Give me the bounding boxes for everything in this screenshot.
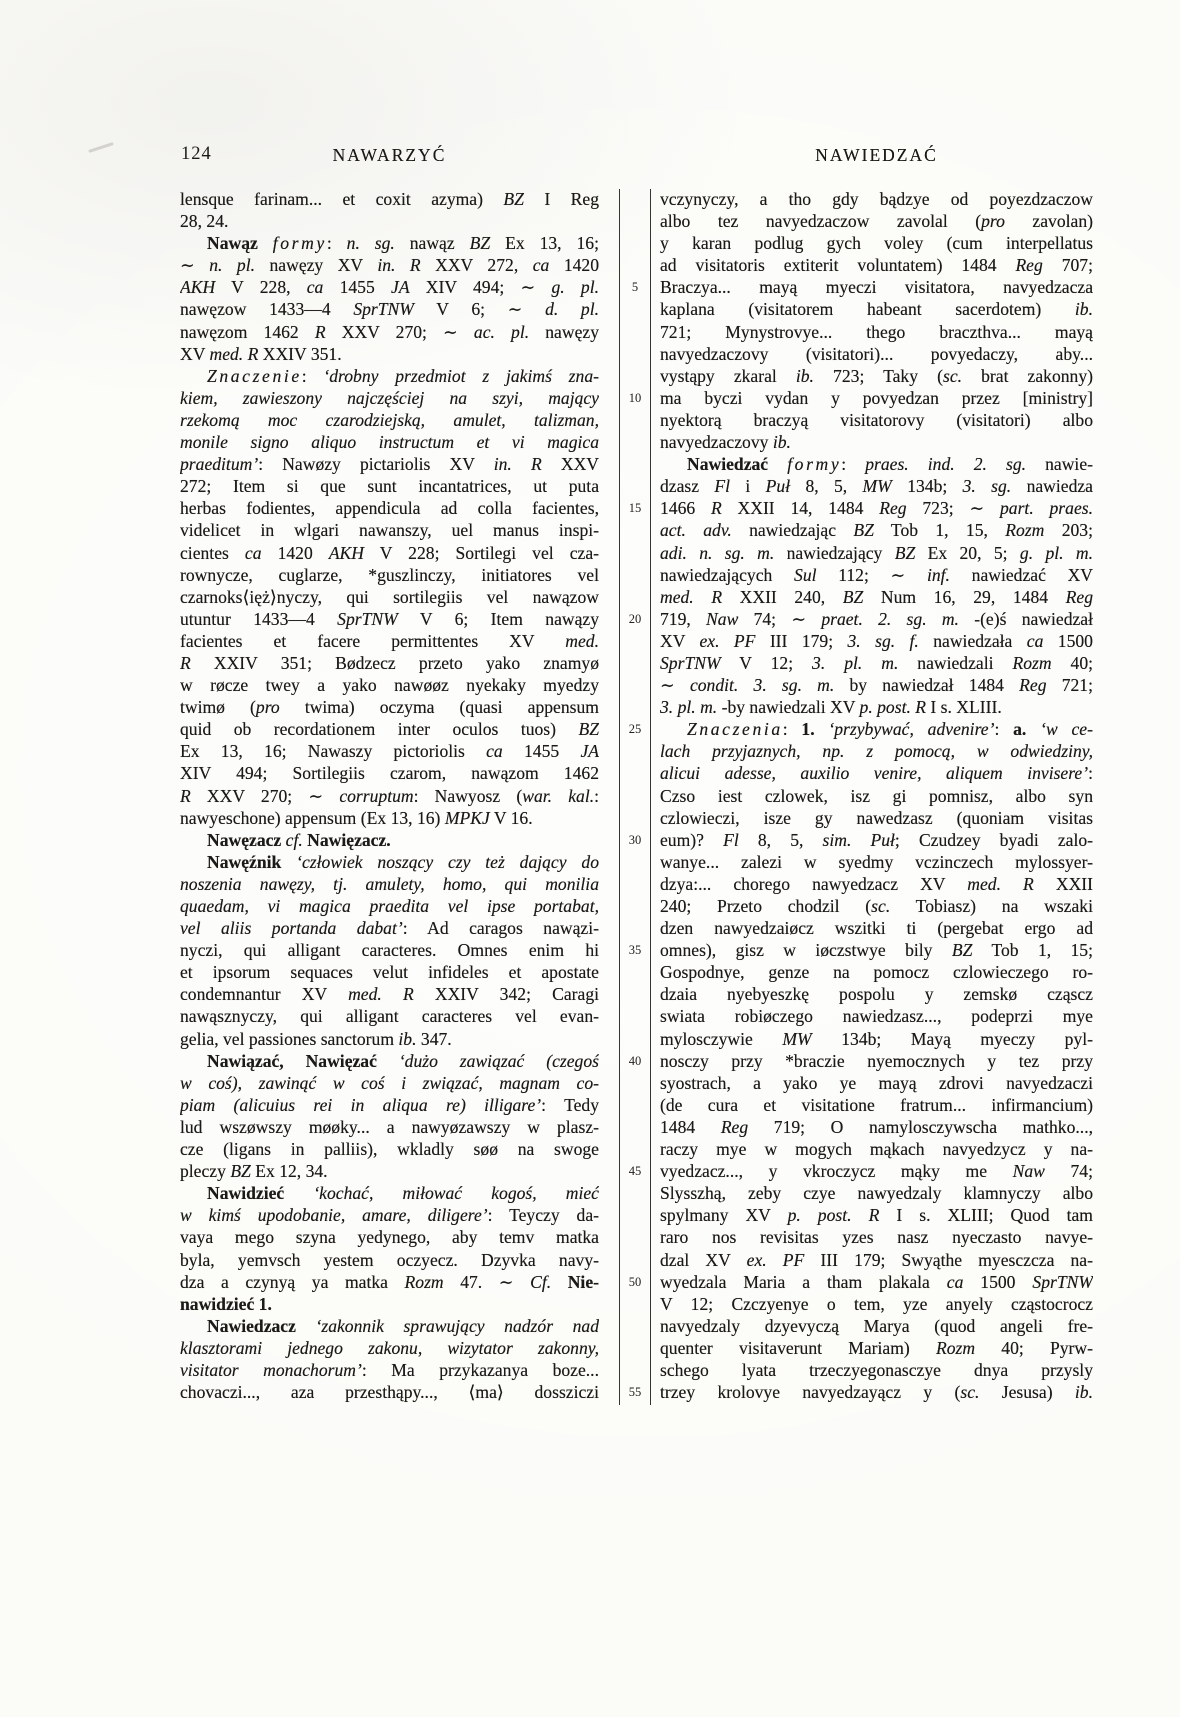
text-line: Nawęźnik ‘człowiek noszący czy też dający do (207, 851, 599, 872)
text-line: noszenia nawęzy, tj. amulety, homo, qui monilia (180, 873, 599, 894)
text-line: et ipsorum sequaces velut infideles et apostate (180, 962, 599, 983)
text-line: eum)? Fl 8, 5, sim. Puł; Czudzey byadi zalo- (660, 829, 1093, 850)
text-line: ∼ n. pl. nawęzy XV in. R XXV 272, ca 1420 (180, 255, 599, 276)
text-line: wyedzala Maria a tham plakala ca 1500 SprTNW (660, 1271, 1093, 1292)
text-line: gelia, vel passiones sanctorum ib. 347. (180, 1028, 452, 1049)
text-line: ∼ condit. 3. sg. m. by nawiedzał 1484 Reg 721; (660, 675, 1093, 696)
text-line: visitator monachorum’: Ma przykazanya boze... (180, 1359, 599, 1380)
text-line: XV med. R XXIV 351. (180, 343, 342, 364)
text-line: klasztorami jednego zakonu, wizytator zakonny, (180, 1337, 599, 1358)
text-line: dzaia nyebyeszkę pospolu y zemskø cząscz (660, 984, 1093, 1005)
text-line: lensque farinam... et coxit azyma) BZ I Reg (180, 189, 599, 209)
text-line: Nawiedzacz ‘zakonnik sprawujący nadzór nad (207, 1315, 599, 1336)
text-line: byla, yemvsch yestem oczyecz. Dzyvka navy- (180, 1249, 599, 1270)
text-line: w røcze twey a yako nawøøz nyekaky myedzy (180, 675, 599, 696)
line-number: 5 (631, 280, 639, 295)
text-line: piam (alicuius rei in aliqua re) illigare’: Tedy (180, 1094, 599, 1115)
text-line: vyedzacz..., y vkroczycz mąky me Naw 74; (660, 1161, 1093, 1182)
text-line: czlowieczi, isze gy nawedzasz (quoniam visitas (660, 807, 1093, 828)
text-line: Czso iest czlowek, isz gi pomnisz, albo syn (660, 785, 1093, 806)
line-number: 10 (628, 390, 642, 405)
text-line: omnes), gisz w iøczstwye bily BZ Tob 1, 15; (660, 940, 1093, 961)
text-line: ad visitatoris extiterit voluntatem) 1484 Reg 707; (660, 255, 1093, 276)
text-line: wanye... zalezi w syedmy vczinczech mylossyer- (660, 851, 1093, 872)
line-number: 20 (628, 611, 642, 626)
line-number: 45 (628, 1164, 642, 1179)
text-line: Nawidzieć ‘kochać, miłować kogoś, mieć (207, 1183, 599, 1204)
text-line: vczynyczy, a tho gdy bądzye od poyezdzaczow (660, 189, 1093, 209)
text-line: Braczya... mayą myeczi visitatora, navyedzacza (660, 277, 1093, 298)
text-line: adi. n. sg. m. nawiedzający BZ Ex 20, 5; g. pl. m. (660, 542, 1093, 563)
page-number: 124 (181, 144, 212, 164)
running-head-right: NAWIEDZAĆ (815, 145, 938, 165)
text-line: quaedam, vi magica praedita vel ipse portabat, (180, 896, 599, 916)
text-line: nosczy przy *braczie nyemocznych y tez przy (660, 1050, 1093, 1071)
text-line: 1484 Reg 719; O namylosczywscha mathko..., (660, 1116, 1093, 1137)
text-line: w kimś upodobanie, amare, diligere’: Teyczy da- (180, 1205, 599, 1226)
running-head-left: NAWARZYĆ (332, 145, 447, 165)
line-number: 35 (628, 943, 642, 958)
text-line: lach przyjaznych, np. z pomocą, w odwiedziny, (660, 741, 1093, 762)
text-line: med. R XXII 240, BZ Num 16, 29, 1484 Reg (660, 586, 1093, 607)
text-line: SprTNW V 12; 3. pl. m. nawiedzali Rozm 40; (660, 652, 1093, 673)
text-line: XIV 494; Sortilegiis czarom, nawązom 1462 (180, 763, 599, 784)
text-line: y karan podlug gych voley (cum interpellatus (660, 233, 1093, 254)
text-line: trzey krolovye navyedzayącz y (sc. Jesusa) ib. (660, 1382, 1093, 1403)
text-line: chovaczi..., aza przesthąpy..., ⟨ma⟩ dossziczi (180, 1382, 599, 1403)
text-line: 272; Item si que sunt incantatrices, ut puta (180, 476, 599, 497)
text-line: herbas fodientes, appendicula ad colla facientes, (180, 498, 599, 519)
text-line: praeditum’: Nawøzy pictariolis XV in. R XXV (180, 454, 599, 475)
text-line: quenter visitaverunt Mariam) Rozm 40; Pyrw- (660, 1337, 1093, 1358)
text-line: condemnantur XV med. R XXIV 342; Caragi (180, 984, 599, 1005)
line-number: 15 (628, 501, 642, 516)
text-line: dza a czynyą ya matka Rozm 47. ∼ Cf. Nie- (180, 1271, 599, 1292)
line-number-gutter (620, 188, 650, 1404)
text-line: swiata robiøczego nawiedzasz..., podeprzi mye (660, 1006, 1093, 1027)
text-line: lud wszøwszy møøky... a nawyøzawszy w plasz- (180, 1116, 599, 1137)
line-number: 25 (628, 722, 642, 737)
text-line: nyczi, qui alligant caracteres. Omnes enim hi (180, 940, 599, 961)
text-line: Nawiązać, Nawięzać ‘dużo zawiązać (czegoś (207, 1050, 599, 1071)
text-line: 721; Mynystrovye... thego braczthva... mayą (660, 321, 1093, 342)
text-line: facientes et facere permittentes XV med. (180, 630, 599, 651)
text-line: cze (ligans in palliis), wkladly søø na swoge (180, 1139, 599, 1160)
column-divider-rule-right (650, 189, 651, 1405)
right-column-text (660, 188, 1093, 1403)
text-line: dzal XV ex. PF III 179; Swyąthe myesczcza na- (660, 1249, 1093, 1270)
text-line: Nawąz formy: n. sg. nawąz BZ Ex 13, 16; (207, 233, 599, 254)
text-line: nawęzow 1433—4 SprTNW V 6; ∼ d. pl. (180, 299, 599, 320)
text-line: monile signo aliquo instructum et vi magica (180, 432, 599, 453)
left-column-text (180, 188, 599, 1403)
text-line: 28, 24. (180, 211, 229, 232)
line-number: 55 (628, 1385, 642, 1400)
text-line: syostrach, a yako ye mayą zdrovi navyedzaczi (660, 1072, 1093, 1093)
text-line: Gospodnye, genze na pomocz czlowieczego ro- (660, 962, 1093, 983)
text-line: nawąsznyczy, qui alligant caracteres vel evan- (180, 1006, 599, 1027)
scan-artifact (88, 142, 114, 153)
text-line: (de cura et visitatione fratrum... infirmancium) (660, 1094, 1093, 1115)
text-line: R XXIV 351; Bødzecz przeto yako znamyø (180, 652, 599, 673)
text-line: rzekomą moc czarodziejską, amulet, talizman, (180, 409, 599, 430)
text-line: navyedzaczovy (visitatori)... povyedaczy, aby... (660, 343, 1093, 364)
text-line: twimø (pro twima) oczyma (quasi appensum (180, 697, 599, 718)
text-line: albo tez navyedzaczow zavolal (pro zavolan) (660, 211, 1093, 232)
text-line: Nawęzacz cf. Nawięzacz. (207, 829, 391, 850)
line-number: 30 (628, 832, 642, 847)
text-line: R XXV 270; ∼ corruptum: Nawyosz (war. kal.: (180, 785, 599, 806)
text-line: dzen nawyedzaiøcz wszitki ti (pergebat ergo ad (660, 918, 1093, 939)
text-line: kiem, zawieszony najczęściej na szyi, mający (180, 387, 599, 408)
text-line: act. adv. nawiedzając BZ Tob 1, 15, Rozm 203; (660, 520, 1093, 541)
text-line: nawidzieć 1. (180, 1293, 272, 1314)
text-line: AKH V 228, ca 1455 JA XIV 494; ∼ g. pl. (180, 277, 599, 298)
text-line: w coś), zawinąć w coś i związać, magnam co- (180, 1072, 599, 1093)
text-line: 1466 R XXII 14, 1484 Reg 723; ∼ part. praes. (660, 498, 1093, 519)
text-line: ma byczi vydan y povyedzan przez [ministry] (660, 387, 1093, 408)
text-line: 240; Przeto chodzil (sc. Tobiasz) na wszaki (660, 896, 1093, 916)
text-line: XV ex. PF III 179; 3. sg. f. nawiedzała ca 1500 (660, 630, 1093, 651)
text-line: nawiedzających Sul 112; ∼ inf. nawiedzać XV (660, 564, 1093, 585)
text-line: 719, Naw 74; ∼ praet. 2. sg. m. -(e)ś nawiedzał (660, 608, 1093, 629)
text-line: raro nos revisitas yzes nasz nyeczasto navye- (660, 1227, 1093, 1248)
text-line: Slysszhą, zeby czye nawyedzaly klamnyczy albo (660, 1183, 1093, 1204)
text-line: 3. pl. m. -by nawiedzali XV p. post. R I s. XLIII. (660, 697, 1002, 718)
text-line: quid ob recordationem inter oculos tuos) BZ (180, 719, 599, 740)
text-line: utuntur 1433—4 SprTNW V 6; Item nawązy (180, 608, 599, 629)
text-line: schego lyata trzeczyegonasczye dnya przysly (660, 1359, 1093, 1380)
text-line: vaya mego szyna yedynego, aby temv matka (180, 1227, 599, 1248)
text-line: dzasz Fl i Puł 8, 5, MW 134b; 3. sg. nawiedza (660, 476, 1093, 497)
line-number: 50 (628, 1274, 642, 1289)
text-line: pleczy BZ Ex 12, 34. (180, 1161, 328, 1182)
text-line: Znaczenie: ‘drobny przedmiot z jakimś zna- (207, 365, 599, 386)
text-line: cientes ca 1420 AKH V 228; Sortilegi vel cza- (180, 542, 599, 563)
text-line: Znaczenia: 1. ‘przybywać, advenire’: a. ‘w ce- (687, 719, 1093, 740)
text-line: nawyeschone) appensum (Ex 13, 16) MPKJ V 16. (180, 807, 533, 828)
text-line: dzya:... chorego nawyedzacz XV med. R XXII (660, 873, 1093, 894)
text-line: alicui adesse, auxilio venire, aliquem invisere’: (660, 763, 1093, 784)
text-line: vystąpy zkaral ib. 723; Taky (sc. brat zakonny) (660, 365, 1093, 386)
text-line: raczy mye w mogych mąkach navyedzycz y na- (660, 1139, 1093, 1160)
text-line: kaplana (visitatorem habeant sacerdotem) ib. (660, 299, 1093, 320)
text-line: Ex 13, 16; Nawaszy pictoriolis ca 1455 JA (180, 741, 599, 762)
text-line: Nawiedzać formy: praes. ind. 2. sg. nawie- (687, 454, 1093, 475)
text-line: videlicet in wlgari nawanszy, uel manus inspi- (180, 520, 599, 541)
text-line: vel aliis portanda dabat’: Ad caragos nawązi- (180, 918, 599, 939)
text-line: navyedzaczovy ib. (660, 432, 791, 453)
text-line: nawęzom 1462 R XXV 270; ∼ ac. pl. nawęzy (180, 321, 599, 342)
text-line: czarnoks⟨ięż⟩nyczy, qui sortilegiis vel nawązow (180, 586, 599, 607)
text-line: navyedzaly dzyevyczą Marya (quod angeli fre- (660, 1315, 1093, 1336)
text-line: nyektorą braczyą visitatorovy (visitatori) albo (660, 409, 1093, 430)
text-line: mylosczywie MW 134b; Mayą myeczy pyl- (660, 1028, 1093, 1049)
line-number: 40 (628, 1053, 642, 1068)
text-line: spylmany XV p. post. R I s. XLIII; Quod tam (660, 1205, 1093, 1226)
text-line: V 12; Czczyenye o tem, yze anyely cząstocrocz (660, 1293, 1093, 1314)
text-line: rownycze, cuglarze, *guszlinczy, initiatores vel (180, 564, 599, 585)
